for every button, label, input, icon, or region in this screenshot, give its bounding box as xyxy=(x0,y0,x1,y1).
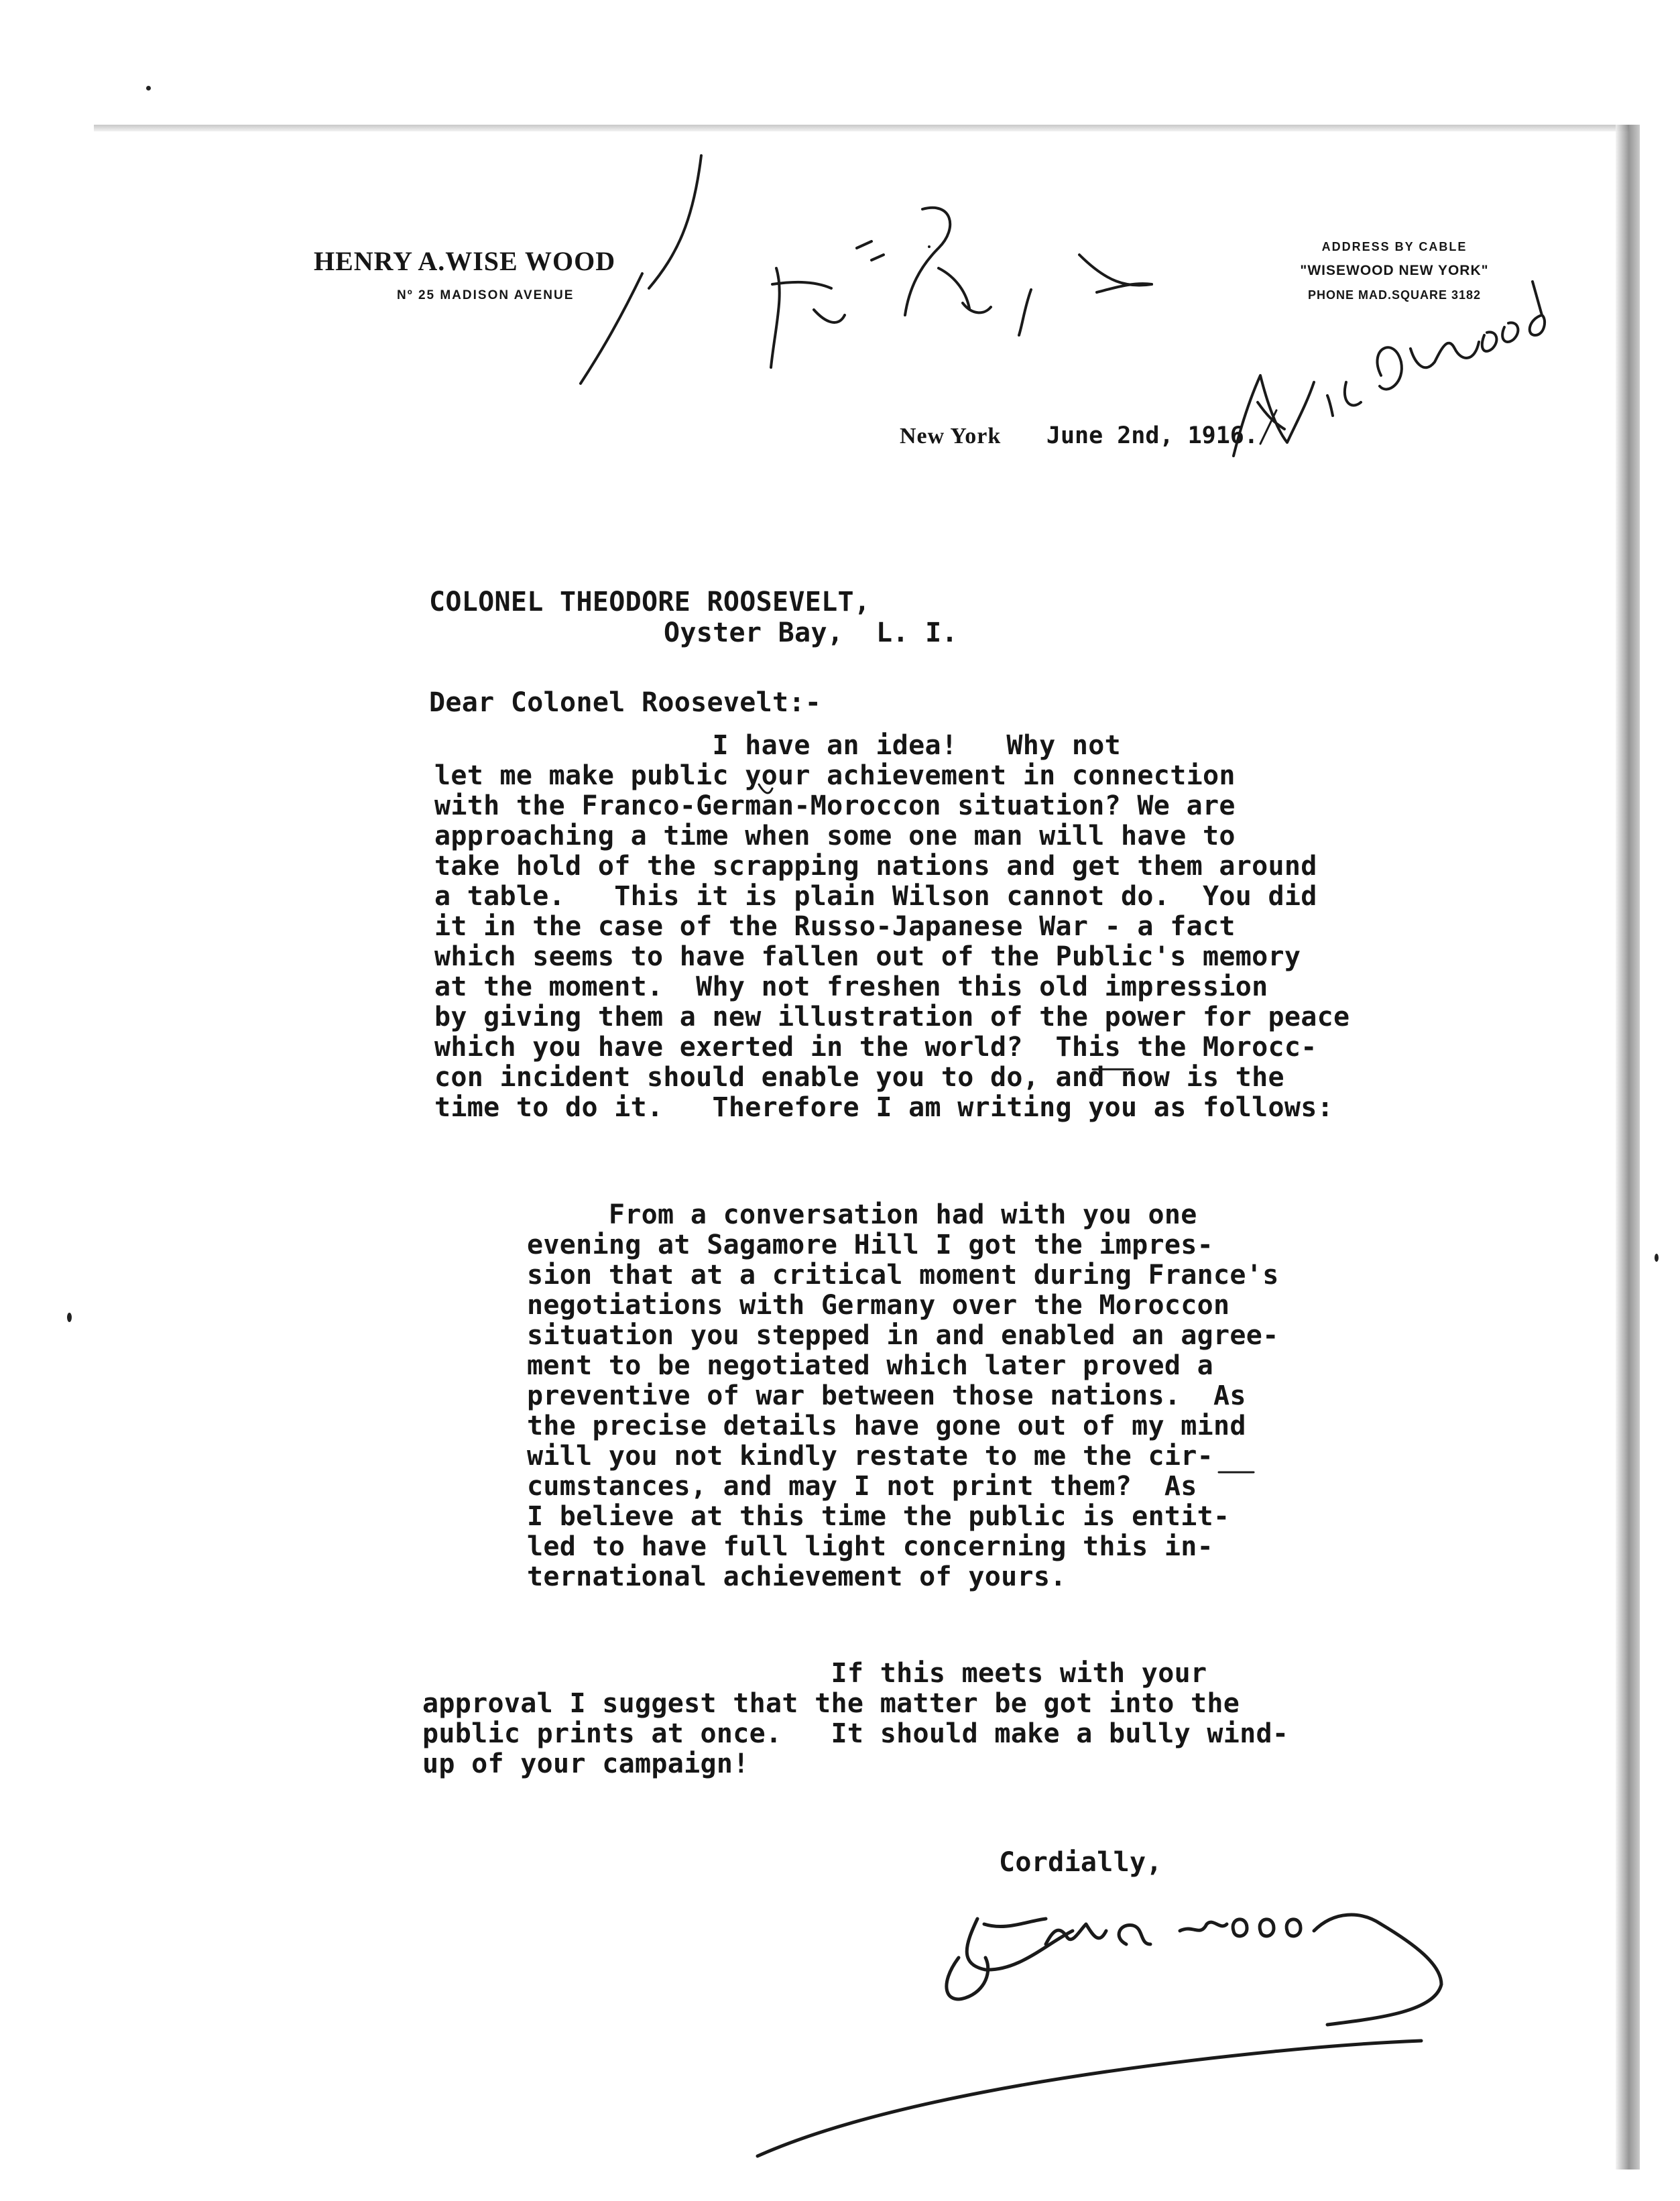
dateline-date: June 2nd, 1916. xyxy=(1046,422,1258,449)
phone-number: PHONE MAD.SQUARE 3182 xyxy=(1307,288,1482,302)
closing: Cordially, xyxy=(999,1847,1162,1878)
body-paragraph-1 xyxy=(434,731,1349,1123)
text-line: negotiations with Germany over the Moroccon xyxy=(527,1290,1230,1321)
body-paragraph-3 xyxy=(422,1659,1288,1779)
scan-speck xyxy=(146,86,151,91)
text-line: approval I suggest that the matter be got into the xyxy=(422,1688,1240,1719)
text-line: will you not kindly restate to me the cir- xyxy=(527,1441,1214,1472)
text-line: I have an idea! Why not xyxy=(434,730,1122,761)
text-line: at the moment. Why not freshen this old impression xyxy=(434,971,1268,1002)
text-line: which you have exerted in the world? This the Morocc- xyxy=(434,1032,1317,1063)
text-line: preventive of war between those nations. As xyxy=(527,1380,1246,1411)
text-line: situation you stepped in and enabled an agree- xyxy=(527,1320,1279,1351)
text-line: take hold of the scrapping nations and get them around xyxy=(434,851,1317,882)
text-line: the precise details have gone out of my mind xyxy=(527,1411,1246,1441)
text-line: led to have full light concerning this in- xyxy=(527,1531,1214,1562)
text-line: which seems to have fallen out of the Public's memory xyxy=(434,941,1301,972)
text-line: evening at Sagamore Hill I got the impres- xyxy=(527,1230,1214,1260)
text-line: public prints at once. It should make a bully wind- xyxy=(422,1718,1289,1749)
cable-label: ADDRESS BY CABLE xyxy=(1321,240,1467,253)
cable-address: "WISEWOOD NEW YORK" xyxy=(1300,263,1489,278)
scan-speck xyxy=(1655,1254,1659,1262)
signature xyxy=(758,1915,1441,2156)
letterhead-name: HENRY A.WISE WOOD xyxy=(314,246,616,276)
text-line: it in the case of the Russo-Japanese War - a fact xyxy=(434,911,1236,942)
text-line: by giving them a new illustration of the power for peace xyxy=(434,1002,1350,1032)
scan-speck xyxy=(67,1313,72,1322)
handwritten-top-right-annotation xyxy=(1234,282,1545,456)
text-line: time to do it. Therefore I am writing you as follows: xyxy=(434,1092,1334,1123)
text-line: ment to be negotiated which later proved a xyxy=(527,1350,1214,1381)
text-line: up of your campaign! xyxy=(422,1748,749,1779)
letterhead-address: Nº 25 MADISON AVENUE xyxy=(397,288,575,302)
dateline-city: New York xyxy=(900,424,1002,449)
text-line: let me make public your achievement in connection xyxy=(434,760,1236,791)
text-line: with the Franco-German-Moroccon situation? We are xyxy=(434,790,1236,821)
quoted-paragraph xyxy=(527,1200,1279,1592)
dateline xyxy=(900,422,1258,449)
text-line: a table. This it is plain Wilson cannot do. You did xyxy=(434,881,1317,912)
scan-edge-top xyxy=(94,125,1629,131)
text-line: sion that at a critical moment during France's xyxy=(527,1260,1279,1291)
recipient-place: Oyster Bay, L. I. xyxy=(664,617,958,648)
cable-info xyxy=(1247,235,1542,307)
scan-edge-right xyxy=(1616,125,1640,2169)
pencil-docket-marks xyxy=(581,156,1152,383)
text-line: I believe at this time the public is entit- xyxy=(527,1501,1230,1532)
text-line: approaching a time when some one man will have to xyxy=(434,821,1236,851)
text-line: From a conversation had with you one xyxy=(527,1199,1197,1230)
text-line: cumstances, and may I not print them? As xyxy=(527,1471,1197,1502)
text-line: ternational achievement of yours. xyxy=(527,1561,1067,1592)
salutation: Dear Colonel Roosevelt:- xyxy=(429,687,822,718)
text-line: If this meets with your xyxy=(422,1658,1207,1689)
recipient-name: COLONEL THEODORE ROOSEVELT, xyxy=(429,587,871,617)
text-line: con incident should enable you to do, and now is the xyxy=(434,1062,1284,1093)
